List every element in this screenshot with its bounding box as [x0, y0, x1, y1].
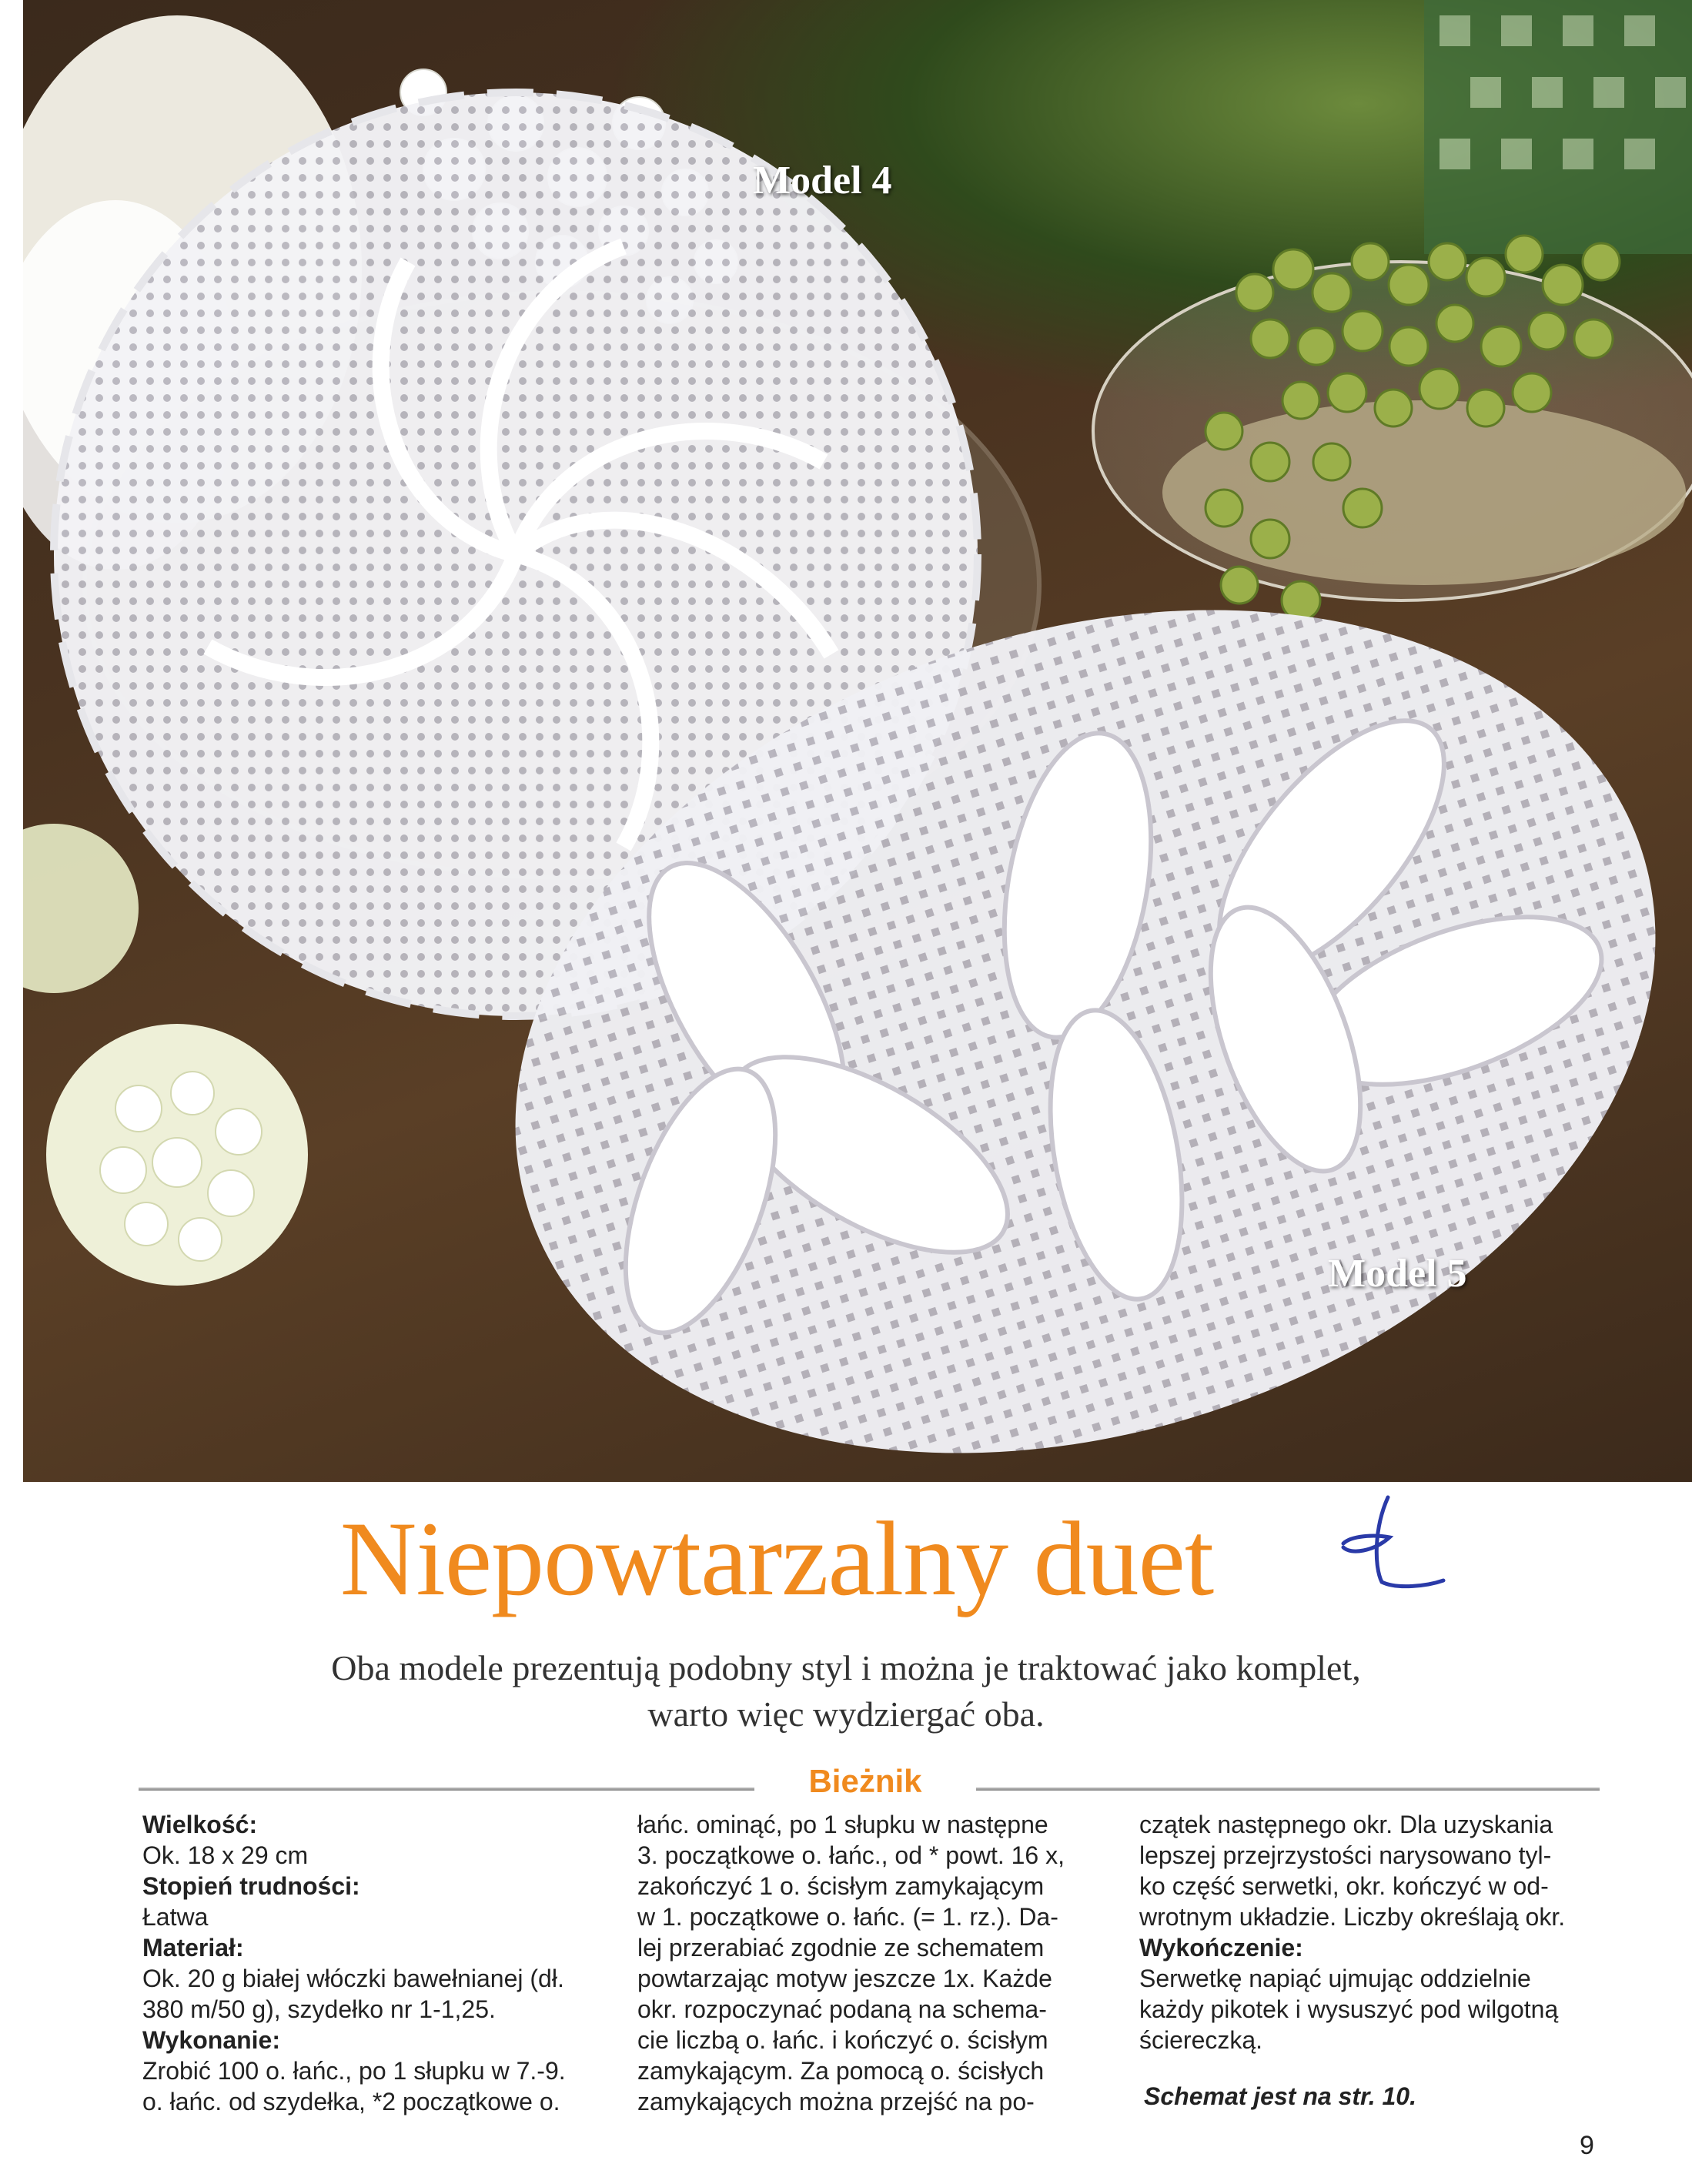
difficulty-label: Stopień trudności: [142, 1872, 360, 1900]
section-title: Bieżnik [808, 1763, 922, 1799]
finish-label: Wykończenie: [1139, 1934, 1303, 1962]
subtitle-line-2: warto więc wydziergać oba. [647, 1694, 1045, 1734]
handwritten-mark [1328, 1490, 1466, 1597]
body-text-line: ko część serwetki, okr. kończyć w od- [1139, 1872, 1549, 1900]
page-title-text: Niepowtarzalny duet [339, 1500, 1214, 1617]
page-number: 9 [1580, 2131, 1594, 2160]
material-label: Materiał: [142, 1934, 244, 1962]
model-5-label: Model 5 [1328, 1252, 1467, 1296]
body-text-line: łańc. ominąć, po 1 słupku w następne [637, 1811, 1048, 1838]
finish-text-line: Serwetkę napiąć ujmując oddzielnie [1139, 1965, 1531, 1992]
schema-note: Schemat jest na str. 10. [1144, 2082, 1416, 2110]
body-text-line: powtarzając motyw jeszcze 1x. Każde [637, 1965, 1052, 1992]
size-label: Wielkość: [142, 1811, 258, 1838]
execution-text-line: Zrobić 100 o. łańc., po 1 słupku w 7.-9. [142, 2057, 566, 2085]
column-3 [1139, 1809, 1601, 2055]
difficulty-value: Łatwa [142, 1903, 209, 1931]
divider-left [139, 1788, 754, 1791]
gingham-cloth [1424, 0, 1692, 254]
divider-right [976, 1788, 1600, 1791]
column-2 [637, 1809, 1107, 2117]
size-value: Ok. 18 x 29 cm [142, 1841, 309, 1869]
doily-photo [23, 0, 1692, 1482]
body-text-line: cie liczbą o. łańc. i kończyć o. ścisłym [637, 2026, 1048, 2054]
model-4-label: Model 4 [753, 159, 892, 202]
column-1 [142, 1809, 604, 2117]
body-text-line: okr. rozpoczynać podaną na schema- [637, 1995, 1047, 2023]
material-text-line: 380 m/50 g), szydełko nr 1-1,25. [142, 1995, 496, 2023]
body-text-line: lepszej przejrzystości narysowano tyl- [1139, 1841, 1552, 1869]
body-text-line: lej przerabiać zgodnie ze schematem [637, 1934, 1045, 1962]
body-text-line: zakończyć 1 o. ścisłym zamykającym [637, 1872, 1045, 1900]
body-text-line: 3. początkowe o. łańc., od * powt. 16 x, [637, 1841, 1065, 1869]
execution-text-line: o. łańc. od szydełka, *2 początkowe o. [142, 2088, 560, 2115]
body-text-line: w 1. początkowe o. łańc. (= 1. rz.). Da- [637, 1903, 1058, 1931]
subtitle-line-1: Oba modele prezentują podobny styl i można je traktować jako komplet, [331, 1648, 1361, 1687]
execution-label: Wykonanie: [142, 2026, 280, 2054]
material-text-line: Ok. 20 g białej włóczki bawełnianej (dł. [142, 1965, 564, 1992]
finish-text-line: ściereczką. [1139, 2026, 1263, 2054]
finish-text-line: każdy pikotek i wysuszyć pod wilgotną [1139, 1995, 1559, 2023]
body-text-line: czątek następnego okr. Dla uzyskania [1139, 1811, 1553, 1838]
body-text-line: wrotnym układzie. Liczby określają okr. [1139, 1903, 1566, 1931]
body-text-line: zamykających można przejść na po- [637, 2088, 1035, 2115]
body-text-line: zamykającym. Za pomocą o. ścisłych [637, 2057, 1045, 2085]
